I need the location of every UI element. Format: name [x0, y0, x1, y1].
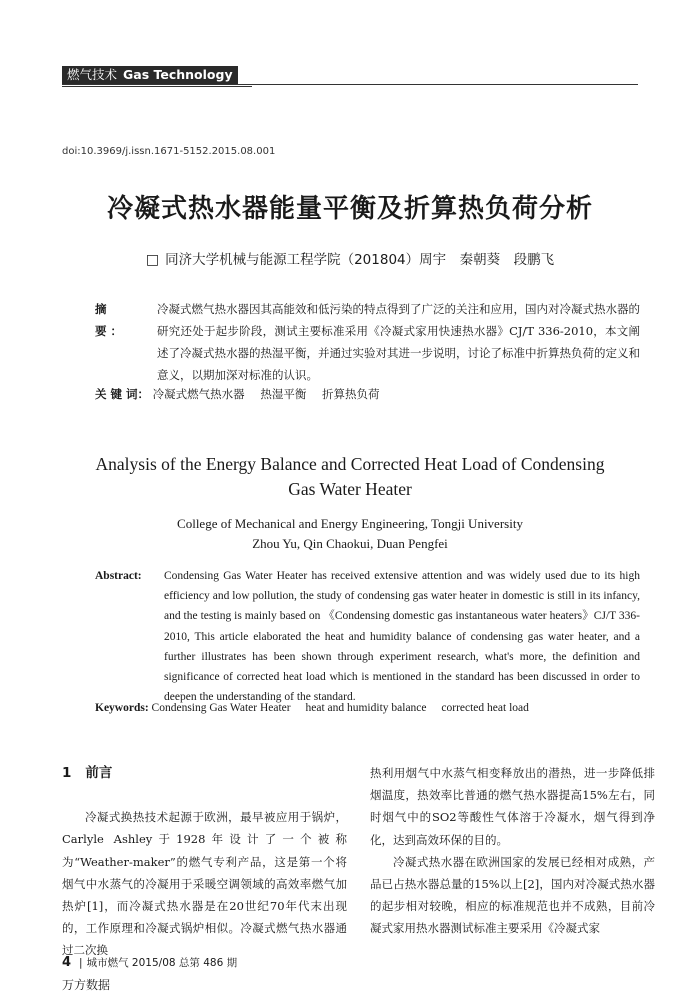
keywords-en-label: Keywords:	[95, 702, 149, 714]
abstract-cn-label: 摘 要：	[95, 302, 126, 338]
watermark: 万方数据	[62, 978, 111, 992]
body-paragraph: 热利用烟气中水蒸气相变释放出的潜热，进一步降低排烟温度，热效率比普通的燃气热水器提高15%左右，同时烟气中的SO2等酸性气体溶于冷凝水，烟气得到净化，达到高效环保的目的。	[370, 766, 655, 847]
author-marker-icon: □	[145, 252, 160, 268]
abstract-en-text: Condensing Gas Water Heater has received extensive attention and was widely used due to its high efficiency and low pollution, the study of condensing gas water heater in domestic is still in its infancy, and the testing is mainly based on 《Condensing domestic gas instantaneous water heaters》CJ/T 336-2010, This article elaborated the heat and humidity balance of condensing gas water heater, and a further illustrates has been shown through experiment research, what's more, the definition and significance of corrected heat load which is mentioned in the standard has been discussed in order to deepen the understanding of the standard.	[164, 570, 640, 704]
journal-info: 城市燃气 2015/08 总第 486 期	[86, 957, 238, 969]
section-header	[62, 66, 238, 84]
body-paragraph: 冷凝式热水器在欧洲国家的发展已经相对成熟，产品已占热水器总量的15%以上[2]，国内对冷凝式热水器的起步相对较晚，相应的标准规范也并不成熟，目前冷凝式家用热水器测试标准主要采用《冷凝式家	[370, 854, 655, 936]
body-paragraph: 冷凝式换热技术起源于欧洲，最早被应用于锅炉，Carlyle Ashley于1928年设计了一个被称为“Weather-maker”的燃气专利产品，这是第一个将烟气中水蒸气的冷凝用于采暖空调领域的高效率燃气加热炉[1]，而冷凝式热水器是在20世纪70年代末出现的，工作原理和冷凝式锅炉相似。冷凝式燃气热水器通过二次换	[62, 810, 347, 958]
authors-en: Zhou Yu, Qin Chaokui, Duan Pengfei	[252, 536, 448, 551]
institution-en: College of Mechanical and Energy Engineering, Tongji University	[177, 516, 523, 531]
section-header-en: Gas Technology	[123, 67, 233, 82]
header-rule	[62, 84, 638, 85]
abstract-en-label: Abstract:	[95, 570, 142, 582]
authors-cn	[0, 248, 700, 268]
keyword-cn: 冷凝式燃气热水器	[152, 387, 245, 401]
keywords-en	[95, 702, 541, 714]
abstract-cn-text: 冷凝式燃气热水器因其高能效和低污染的特点得到了广泛的关注和应用，国内对冷凝式热水器的研究还处于起步阶段，测试主要标准采用《冷凝式家用快速热水器》CJ/T 336-2010，本文阐述了冷凝式热水器的热湿平衡，并通过实验对其进一步说明，讨论了标准中折算热负荷的定义和意义，以期加深对标准的认识。	[157, 302, 640, 382]
institution-block-en	[0, 514, 700, 554]
body-column-left	[62, 762, 347, 962]
keywords-cn	[95, 386, 391, 402]
doi: doi:10.3969/j.issn.1671-5152.2015.08.001	[62, 146, 276, 157]
keyword-en: corrected heat load	[441, 702, 529, 714]
keyword-cn: 热湿平衡	[260, 387, 307, 401]
keyword-en: Condensing Gas Water Heater	[151, 702, 291, 714]
title-en: Analysis of the Energy Balance and Corrected Heat Load of Condensing Gas Water Heater	[95, 454, 605, 499]
header-rule-secondary	[62, 86, 252, 87]
section-number: 1	[62, 765, 72, 781]
title-cn: 冷凝式热水器能量平衡及折算热负荷分析	[106, 194, 593, 224]
abstract-cn	[95, 298, 640, 382]
section-heading	[62, 762, 347, 784]
page-footer: 4 | 城市燃气 2015/08 总第 486 期	[62, 955, 238, 970]
section-title: 前言	[85, 765, 113, 781]
section-header-cn: 燃气技术	[67, 67, 118, 82]
keyword-en: heat and humidity balance	[305, 702, 427, 714]
keyword-cn: 折算热负荷	[321, 387, 380, 401]
keywords-cn-label: 关 键 词：	[95, 387, 150, 401]
body-column-right	[370, 762, 655, 940]
authors-cn-text: 同济大学机械与能源工程学院（201804）周宇 秦朝葵 段鹏飞	[165, 252, 555, 268]
page-number: 4	[62, 955, 72, 970]
